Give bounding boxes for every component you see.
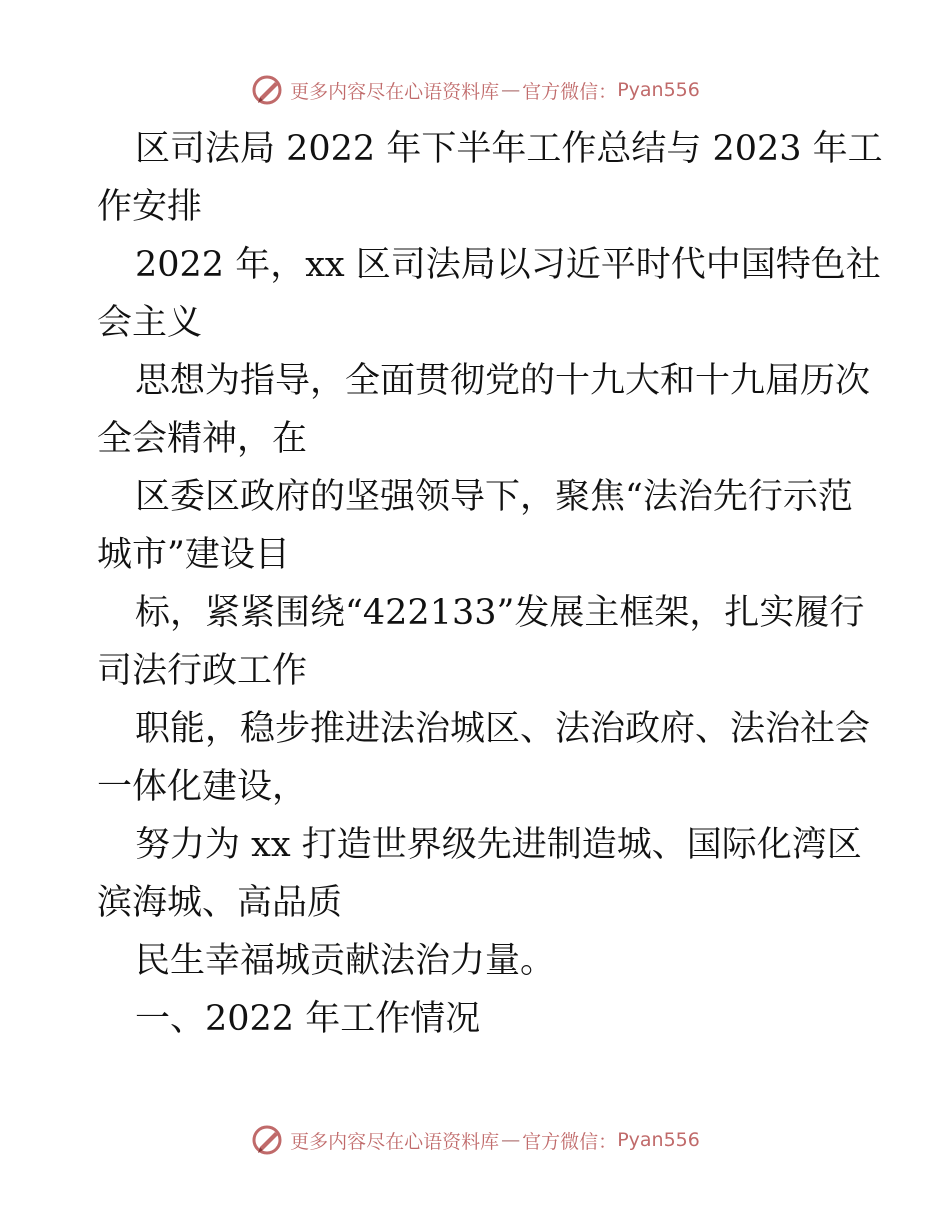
header-watermark	[0, 70, 950, 110]
footer-watermark	[0, 1120, 950, 1160]
watermark-text: 更多内容尽在心语资料库	[290, 1130, 500, 1153]
title-line-1: 区司法局 2022 年下半年工作总结与 2023 年工	[135, 129, 883, 169]
paragraph-line: 城市”建设目	[97, 535, 290, 575]
watermark-separator: —	[501, 79, 521, 101]
watermark-label: 官方微信：	[522, 80, 618, 103]
document-body	[97, 120, 883, 1048]
paragraph	[97, 584, 865, 700]
paragraph-line: 区委区政府的坚强领导下，聚焦“法治先行示范	[135, 477, 853, 517]
paragraph	[97, 352, 871, 468]
paragraph	[97, 816, 862, 932]
paragraph	[97, 236, 881, 352]
paragraph-line: 民生幸福城贡献法治力量。	[135, 941, 556, 981]
paragraph-line: 2022 年，xx 区司法局以习近平时代中国特色社	[135, 245, 881, 285]
paragraph	[97, 932, 857, 990]
paragraph-line: 司法行政工作	[97, 651, 308, 691]
watermark-handle: Pyan556	[617, 79, 700, 101]
watermark-separator: —	[501, 1129, 521, 1151]
pen-logo-icon	[250, 73, 284, 107]
section-heading	[97, 990, 857, 1048]
section-heading-text: 一、2022 年工作情况	[135, 999, 481, 1039]
document-title	[97, 120, 883, 236]
paragraph	[97, 468, 857, 584]
paragraph-line: 滨海城、高品质	[97, 883, 343, 923]
paragraph	[97, 700, 871, 816]
title-line-2: 作安排	[97, 187, 203, 227]
paragraph-line: 会主义	[97, 303, 203, 343]
watermark-label: 官方微信：	[522, 1130, 618, 1153]
pen-logo-icon	[250, 1123, 284, 1157]
paragraph-line: 全会精神，在	[97, 419, 308, 459]
watermark-handle: Pyan556	[617, 1129, 700, 1151]
paragraph-line: 努力为 xx 打造世界级先进制造城、国际化湾区	[135, 825, 862, 865]
watermark-text: 更多内容尽在心语资料库	[290, 80, 500, 103]
paragraph-line: 标，紧紧围绕“422133”发展主框架，扎实履行	[135, 593, 865, 633]
paragraph-line: 职能，稳步推进法治城区、法治政府、法治社会	[135, 709, 871, 749]
paragraph-line: 思想为指导，全面贯彻党的十九大和十九届历次	[135, 361, 871, 401]
paragraph-line: 一体化建设，	[97, 767, 308, 807]
